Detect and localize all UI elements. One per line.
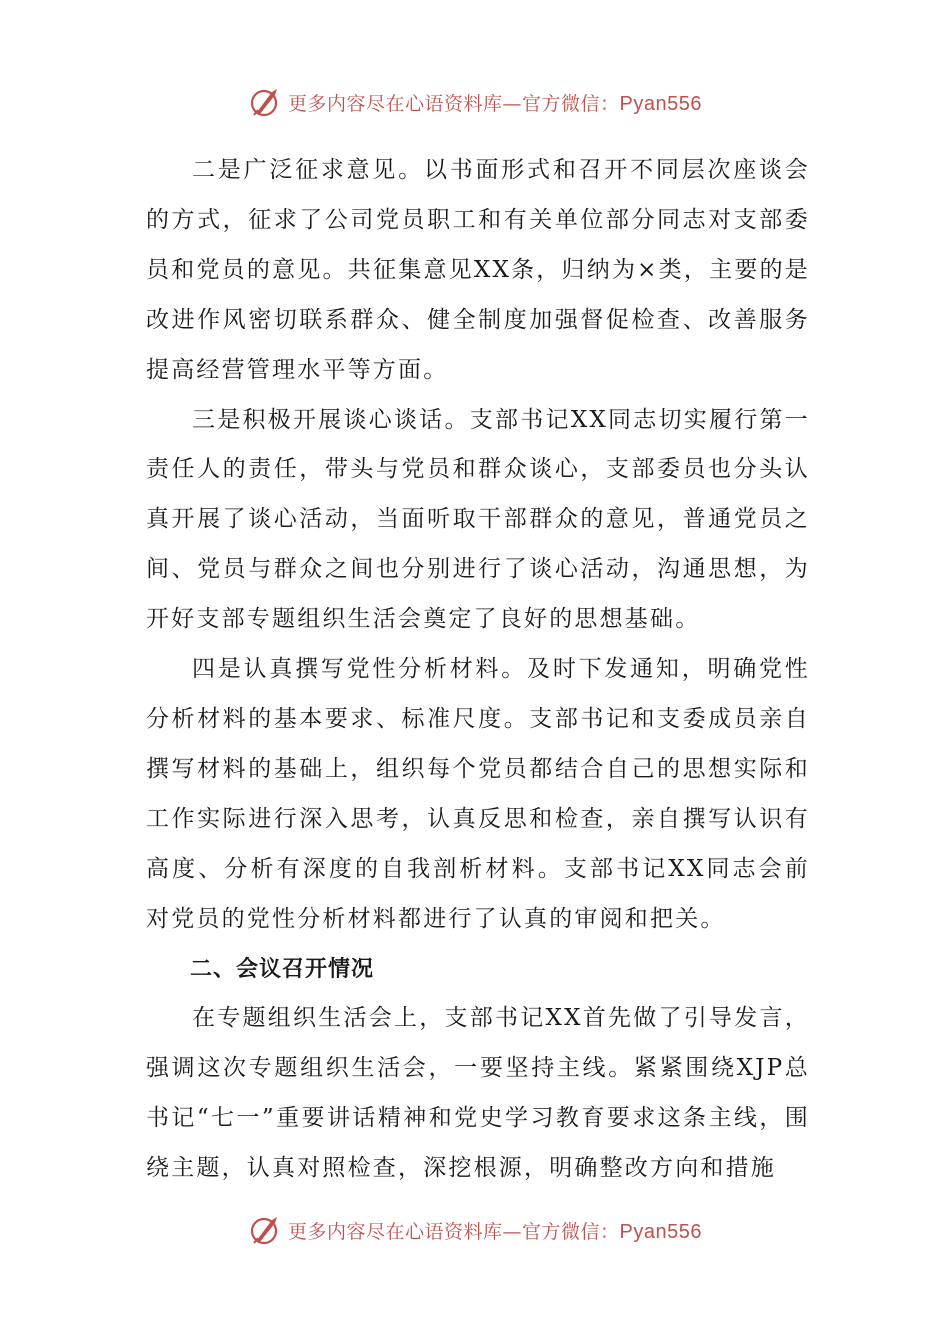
- paragraph-meeting-description: 在专题组织生活会上，支部书记XX首先做了引导发言，强调这次专题组织生活会，一要坚持主线。紧紧围绕XJP总书记“七一”重要讲话精神和党史学习教育要求这条主线，围绕主题，认真对照检查，深挖根源，明确整改方向和措施: [146, 1005, 810, 1182]
- section-heading-meeting: 二、会议召开情况: [190, 956, 375, 982]
- watermark-banner-top: [0, 82, 950, 122]
- watermark-text: 更多内容尽在心语资料库—官方微信：Pyan556: [288, 1220, 702, 1243]
- pen-nib-logo-icon: [248, 85, 282, 119]
- watermark-text: 更多内容尽在心语资料库—官方微信：Pyan556: [288, 92, 702, 115]
- pen-nib-logo-icon: [248, 1213, 282, 1247]
- document-body: [146, 146, 810, 1194]
- paragraph-solicit-opinions: 二是广泛征求意见。以书面形式和召开不同层次座谈会的方式，征求了公司党员职工和有关单位部分同志对支部委员和党员的意见。共征集意见XX条，归纳为×类，主要的是改进作风密切联系群众、健全制度加强督促检查、改善服务提高经营管理水平等方面。: [146, 157, 810, 383]
- paragraph-party-analysis-materials: 四是认真撰写党性分析材料。及时下发通知，明确党性分析材料的基本要求、标准尺度。支部书记和支委成员亲自撰写材料的基础上，组织每个党员都结合自己的思想实际和工作实际进行深入思考，认真反思和检查，亲自撰写认识有高度、分析有深度的自我剖析材料。支部书记XX同志会前对党员的党性分析材料都进行了认真的审阅和把关。: [146, 656, 810, 932]
- watermark-banner-bottom: [0, 1210, 950, 1250]
- paragraph-heart-to-heart-talks: 三是积极开展谈心谈话。支部书记XX同志切实履行第一责任人的责任，带头与党员和群众谈心，支部委员也分头认真开展了谈心活动，当面听取干部群众的意见，普通党员之间、党员与群众之间也分别进行了谈心活动，沟通思想，为开好支部专题组织生活会奠定了良好的思想基础。: [146, 406, 810, 633]
